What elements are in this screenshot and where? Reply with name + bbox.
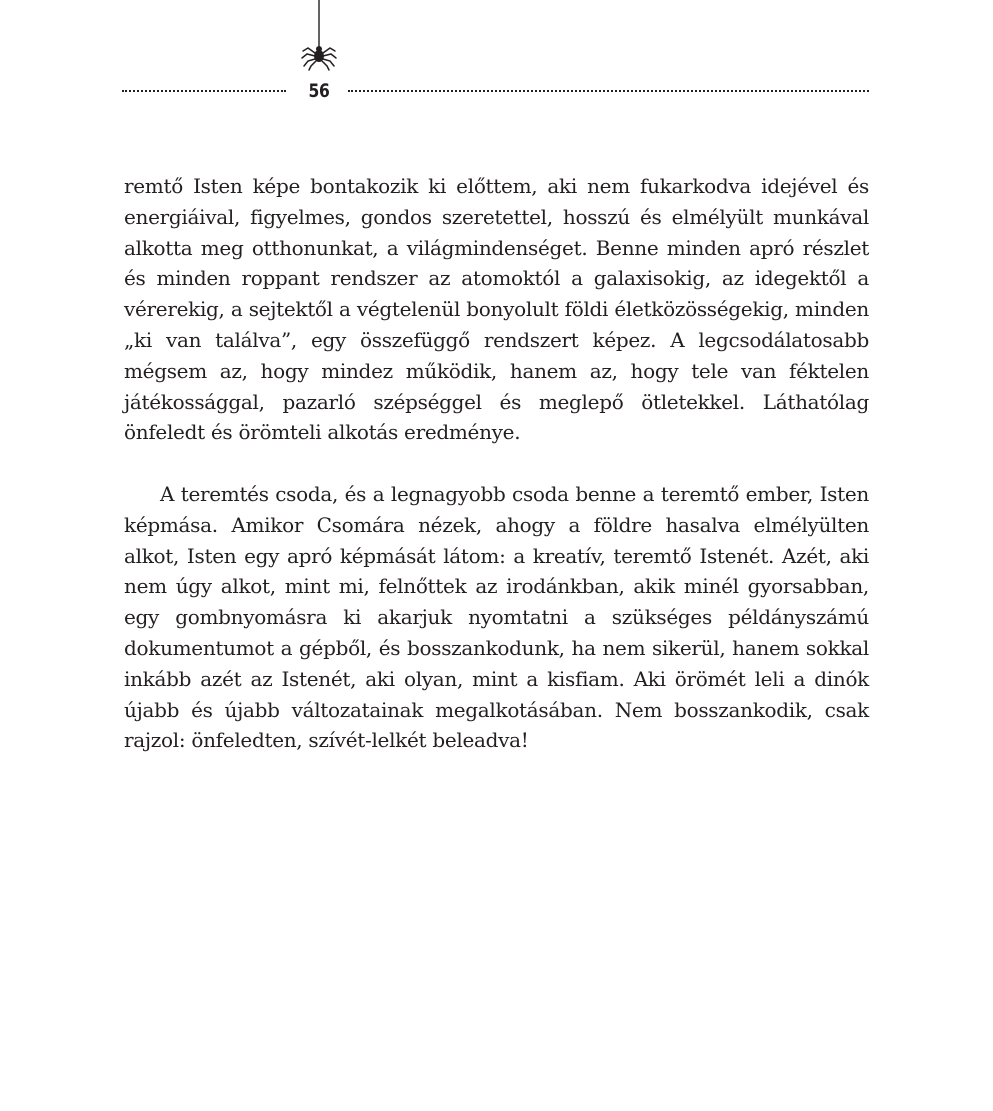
paragraph-text: remtő Isten képe bontakozik ki előttem, aki nem fukarkodva idejével és energiáival, figyelmes, gondos szeretettel, hosszú és elmélyült munkával alkotta meg otthonunkat, a világmindenséget. Benne minden apró részlet és minden roppant rendszer az atomoktól a galaxisokig, az idegektől a vérerekig, a sejtektől a végtelenül bonyolult földi életközösségekig, minden „ki van találva”, egy összefüggő rendszert képez. A legcsodálatosabb mégsem az, hogy mindez működik, hanem az, hogy tele van féktelen játékossággal, pazarló szépséggel és meglepő ötletekkel. Láthatólag önfeledt és örömteli alkotás eredménye. xyxy=(124,174,869,445)
body-paragraph-2 xyxy=(124,479,869,756)
header-rule-right xyxy=(348,90,869,92)
header-rule-left xyxy=(122,90,286,92)
page-header xyxy=(0,0,993,110)
paragraph-text: A teremtés csoda, és a legnagyobb csoda benne a teremtő ember, Isten képmása. Amikor Csomára nézek, ahogy a földre hasalva elmélyülten alkot, Isten egy apró képmását látom: a kreatív, teremtő Istenét. Azét, aki nem úgy alkot, mint mi, felnőttek az irodánkban, akik minél gyorsabban, egy gombnyomásra ki akarjuk nyomtatni a szükséges példányszámú dokumentumot a gépből, és bosszankodunk, ha nem sikerül, hanem sokkal inkább azét az Istenét, aki olyan, mint a kisfiam. Aki örömét leli a dinók újabb és újabb változatainak megalkotásában. Nem bosszankodik, csak rajzol: önfeledten, szívét-lelkét beleadva! xyxy=(124,482,869,753)
spider-icon xyxy=(299,0,339,74)
page-number: 56 xyxy=(308,80,330,102)
body-paragraph-1 xyxy=(124,171,869,448)
